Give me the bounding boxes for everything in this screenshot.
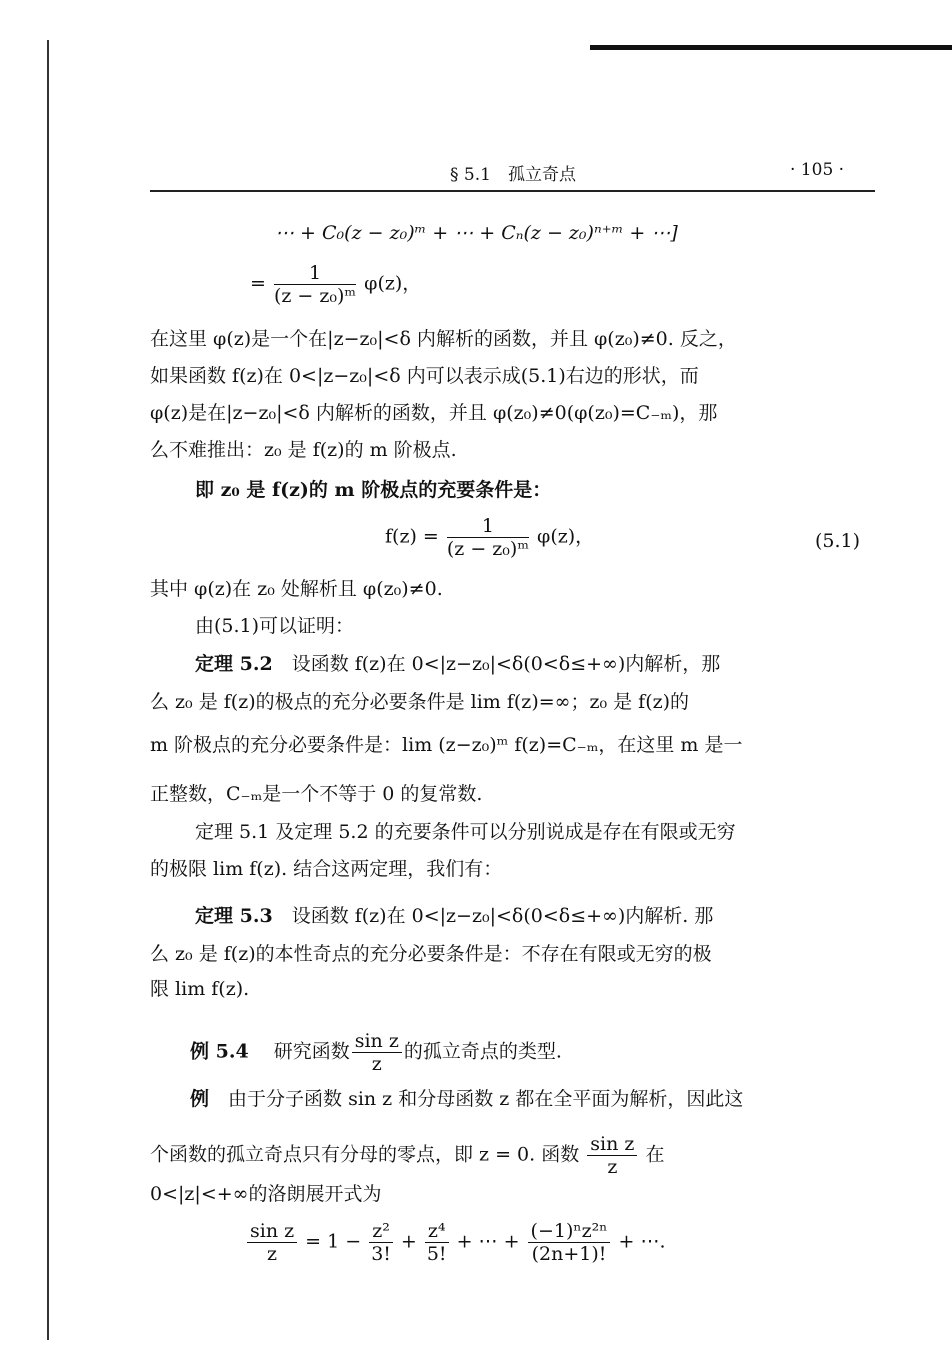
para1-line1: 在这里 φ(z)是一个在|z−z₀|<δ 内解析的函数，并且 φ(z₀)≠0. 反之， [150, 328, 737, 350]
theorem53-line1 [195, 902, 875, 930]
example-text-after: 的孤立奇点的类型. [403, 1040, 562, 1063]
header-rule [150, 190, 875, 192]
fraction [274, 262, 356, 307]
fraction-numerator: 1 [447, 515, 529, 538]
fraction [587, 1133, 637, 1178]
para4-line2: 的极限 lim f(z). 结合这两定理，我们有： [150, 858, 503, 880]
theorem52-line1 [195, 650, 875, 678]
theorem-label: 定理 5.2 [195, 653, 273, 675]
fraction-numerator: z⁴ [425, 1220, 449, 1243]
para1-line2: 如果函数 f(z)在 0<|z−z₀|<δ 内可以表示成(5.1)右边的形状，而 [150, 365, 699, 387]
fraction [369, 1220, 393, 1265]
fraction-denominator: (2n+1)! [531, 1243, 607, 1265]
series-term: = 1 − [305, 1230, 362, 1253]
fraction-denominator: z [371, 1053, 382, 1075]
equation-tag: (5.1) [815, 530, 861, 552]
para4-line1: 定理 5.1 及定理 5.2 的充要条件可以分别说成是存在有限或无穷 [195, 821, 736, 843]
theorem-text: 设函数 f(z)在 0<|z−z₀|<δ(0<δ≤+∞)内解析. 那 [291, 905, 714, 927]
para1-line4: 么不难推出：z₀ 是 f(z)的 m 阶极点. [150, 439, 457, 461]
left-margin-rule [47, 40, 49, 1340]
formula-tail: φ(z)， [537, 525, 595, 548]
example-label: 例 5.4 [190, 1040, 249, 1063]
theorem52-line4: 正整数，C₋ₘ是一个不等于 0 的复常数. [150, 783, 483, 805]
fraction-numerator: 1 [274, 262, 356, 285]
fraction [447, 515, 529, 560]
theorem-label: 定理 5.3 [195, 905, 273, 927]
bold-statement: 即 z₀ 是 f(z)的 m 阶极点的充要条件是： [195, 479, 552, 501]
formula-lhs: f(z) = [385, 525, 439, 548]
series-term: + ⋯. [618, 1230, 666, 1253]
series-term: + ⋯ + [456, 1230, 520, 1253]
solution-line2 [150, 1133, 875, 1178]
formula-5-1 [385, 515, 594, 560]
theorem53-line3: 限 lim f(z). [150, 978, 250, 1000]
theorem-text: 设函数 f(z)在 0<|z−z₀|<δ(0<δ≤+∞)内解析，那 [291, 653, 721, 675]
running-header-section: § 5.1 孤立奇点 [450, 165, 576, 185]
solution-label: 例 [190, 1088, 210, 1110]
fraction-denominator: 5! [426, 1243, 447, 1265]
fraction [247, 1220, 297, 1265]
fraction [425, 1220, 449, 1265]
formula-result-line [250, 262, 421, 307]
theorem52-line3: m 阶极点的充分必要条件是：lim (z−z₀)ᵐ f(z)=C₋ₘ，在这里 m 是一 [150, 734, 743, 756]
theorem53-line2: 么 z₀ 是 f(z)的本性奇点的充分必要条件是：不存在有限或无穷的极 [150, 943, 712, 965]
para1-line3: φ(z)是在|z−z₀|<δ 内解析的函数，并且 φ(z₀)≠0(φ(z₀)=C₋ₘ)，那 [150, 402, 718, 424]
fraction-numerator: (−1)ⁿz²ⁿ [528, 1220, 611, 1243]
para3: 由(5.1)可以证明： [195, 615, 355, 637]
fraction-numerator: sin z [247, 1220, 297, 1243]
fraction [528, 1220, 611, 1265]
solution-text: 在 [645, 1143, 665, 1166]
fraction [352, 1030, 402, 1075]
solution-text: 个函数的孤立奇点只有分母的零点，即 z = 0. 函数 [150, 1143, 580, 1166]
fraction-numerator: z² [369, 1220, 393, 1243]
example-text: 研究函数 [273, 1040, 350, 1063]
fraction-numerator: sin z [352, 1030, 402, 1053]
top-right-rule [590, 45, 952, 50]
fraction-numerator: sin z [587, 1133, 637, 1156]
para2: 其中 φ(z)在 z₀ 处解析且 φ(z₀)≠0. [150, 578, 443, 600]
series-term: + [400, 1230, 417, 1253]
solution-line3: 0<|z|<+∞的洛朗展开式为 [150, 1183, 382, 1205]
solution-text: 由于分子函数 sin z 和分母函数 z 都在全平面为解析，因此这 [228, 1088, 744, 1110]
fraction-denominator: z [267, 1243, 278, 1265]
equals-sign: = [250, 272, 266, 295]
formula-continuation-line: ⋯ + C₀(z − z₀)ᵐ + ⋯ + Cₙ(z − z₀)ⁿ⁺ᵐ + ⋯] [275, 222, 678, 244]
theorem52-line2: 么 z₀ 是 f(z)的极点的充分必要条件是 lim f(z)=∞；z₀ 是 f(z)的 [150, 691, 690, 713]
solution-line1 [190, 1085, 915, 1113]
fraction-denominator: 3! [371, 1243, 391, 1265]
fraction-denominator: (z − z₀)ᵐ [273, 285, 357, 307]
formula-tail: φ(z)， [364, 272, 422, 295]
series-expansion [245, 1220, 666, 1265]
page-number: · 105 · [790, 160, 845, 180]
fraction-denominator: z [607, 1156, 618, 1178]
example54 [190, 1030, 915, 1075]
fraction-denominator: (z − z₀)ᵐ [446, 538, 529, 560]
